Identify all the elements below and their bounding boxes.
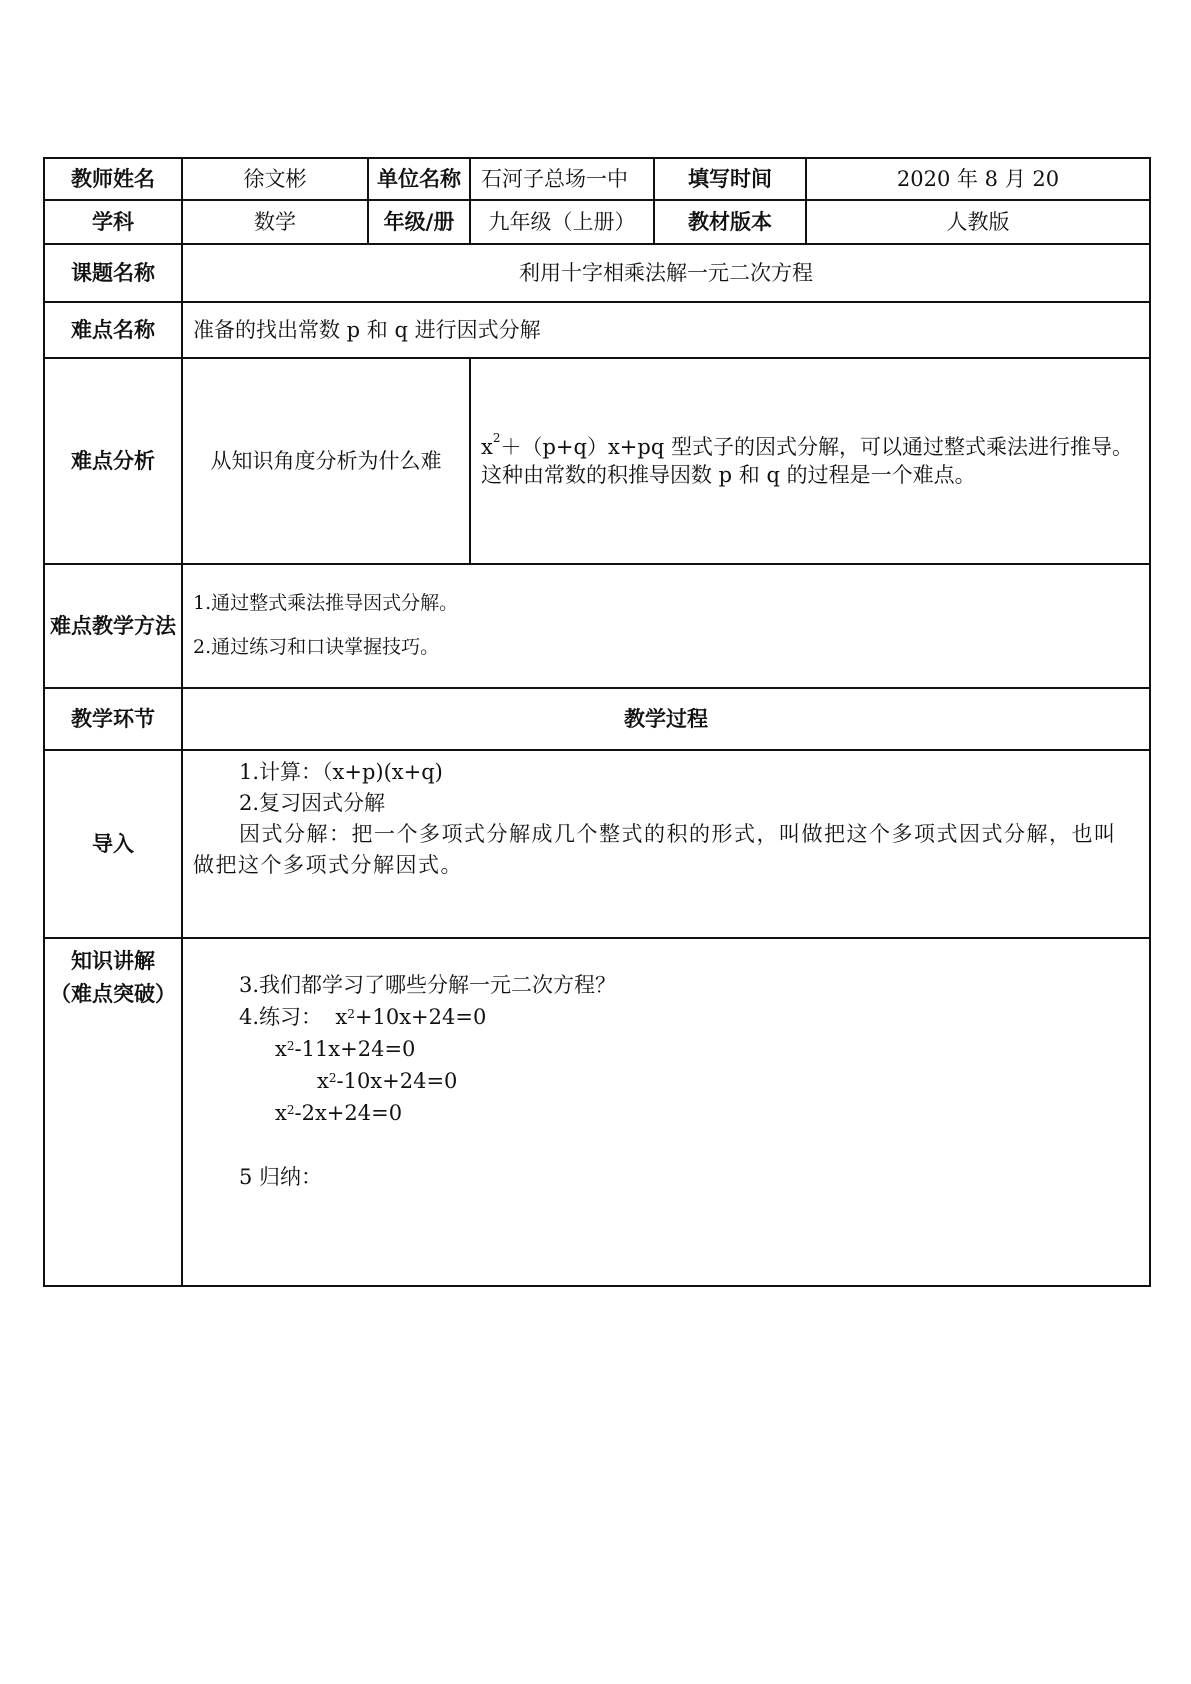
- analysis-text: [470, 358, 1150, 564]
- lesson-plan-table: [43, 157, 1151, 1287]
- spacer: [193, 1129, 1137, 1161]
- row-difficulty: [44, 302, 1150, 358]
- stage-label: 教学环节: [44, 688, 182, 750]
- knowledge-label-line-1: 知识讲解: [71, 949, 155, 973]
- knowledge-exercise-2: [193, 1033, 1137, 1065]
- row-methods: [44, 564, 1150, 688]
- knowledge-label-line-2: （难点突破）: [50, 981, 176, 1006]
- subject-value: 数学: [182, 200, 368, 244]
- methods-list: [182, 564, 1150, 688]
- eq4-sup: 2: [286, 1103, 295, 1117]
- difficulty-label: 难点名称: [44, 302, 182, 358]
- process-label: 教学过程: [182, 688, 1150, 750]
- date-label: 填写时间: [654, 158, 806, 200]
- analysis-label: 难点分析: [44, 358, 182, 564]
- unit-value: 石河子总场一中: [470, 158, 654, 200]
- intro-line-2: 2.复习因式分解: [239, 791, 386, 815]
- teacher-value: 徐文彬: [182, 158, 368, 200]
- row-analysis: [44, 358, 1150, 564]
- row-process-header: [44, 688, 1150, 750]
- topic-label: 课题名称: [44, 244, 182, 302]
- eq2-x: x: [275, 1037, 287, 1061]
- intro-line-1: 1.计算：（x+p)(x+q): [239, 760, 443, 784]
- row-topic: [44, 244, 1150, 302]
- knowledge-exercise-4: [193, 1097, 1137, 1129]
- exercise-prefix: 4.练习：: [239, 1005, 323, 1029]
- intro-label: 导入: [44, 750, 182, 938]
- row-knowledge: [44, 938, 1150, 1286]
- knowledge-summary: 5 归纳：: [239, 1165, 323, 1189]
- unit-label: 单位名称: [368, 158, 470, 200]
- difficulty-value: 准备的找出常数 p 和 q 进行因式分解: [182, 302, 1150, 358]
- row-teacher: [44, 158, 1150, 200]
- eq1-rest: +10x+24=0: [354, 1005, 487, 1029]
- knowledge-content: [182, 938, 1150, 1286]
- eq4-x: x: [275, 1101, 287, 1125]
- textbook-label: 教材版本: [654, 200, 806, 244]
- intro-line-3: 因式分解：把一个多项式分解成几个整式的积的形式，叫做把这个多项式因式分解，也叫做把这个多项式分解因式。: [193, 822, 1117, 877]
- subject-label: 学科: [44, 200, 182, 244]
- methods-label: 难点教学方法: [44, 564, 182, 688]
- knowledge-exercise-1: [193, 1001, 1137, 1033]
- eq1-x: x: [335, 1005, 348, 1029]
- eq1-sup: 2: [347, 1007, 355, 1021]
- row-intro: [44, 750, 1150, 938]
- eq3-sup: 2: [328, 1071, 337, 1085]
- knowledge-label: [44, 938, 182, 1286]
- method-item-1: 1.通过整式乘法推导因式分解。: [193, 592, 459, 615]
- eq3-rest: -10x+24=0: [336, 1069, 458, 1093]
- row-subject: [44, 200, 1150, 244]
- knowledge-exercise-3: [193, 1065, 1137, 1097]
- method-item-2: 2.通过练习和口诀掌握技巧。: [193, 636, 440, 658]
- knowledge-q3: 3.我们都学习了哪些分解一元二次方程？: [239, 973, 617, 997]
- eq3-x: x: [317, 1069, 329, 1093]
- date-value: 2020 年 8 月 20: [806, 158, 1150, 200]
- grade-label: 年级/册: [368, 200, 470, 244]
- analysis-sub-label: 从知识角度分析为什么难: [182, 358, 470, 564]
- grade-value: 九年级（上册）: [470, 200, 654, 244]
- analysis-x: x: [481, 434, 493, 459]
- analysis-sup: 2: [492, 430, 501, 445]
- teacher-label: 教师姓名: [44, 158, 182, 200]
- textbook-value: 人教版: [806, 200, 1150, 244]
- intro-content: [182, 750, 1150, 938]
- analysis-text-body: ＋（p+q）x+pq 型式子的因式分解，可以通过整式乘法进行推导。这种由常数的积推导因数 p 和 q 的过程是一个难点。: [481, 434, 1133, 487]
- eq2-sup: 2: [286, 1039, 295, 1053]
- eq2-rest: -11x+24=0: [294, 1037, 416, 1061]
- topic-value: 利用十字相乘法解一元二次方程: [182, 244, 1150, 302]
- eq4-rest: -2x+24=0: [294, 1101, 403, 1125]
